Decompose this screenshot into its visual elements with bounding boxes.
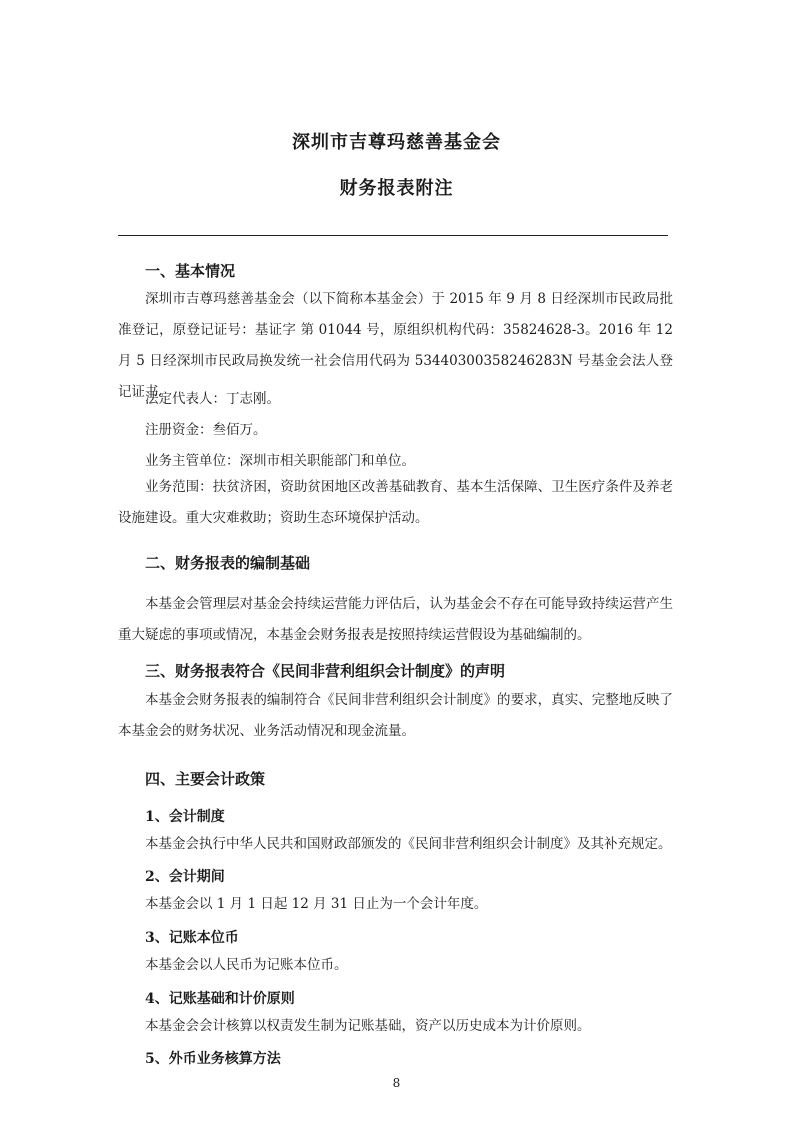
- section-3-heading: 三、财务报表符合《民间非营利组织会计制度》的声明: [145, 662, 506, 680]
- policy-1-body: 本基金会执行中华人民共和国财政部颁发的《民间非营利组织会计制度》及其补充规定。: [145, 836, 672, 852]
- section-4-heading: 四、主要会计政策: [145, 770, 266, 788]
- page-number: 8: [392, 1076, 401, 1090]
- legal-representative: 法定代表人：丁志刚。: [145, 391, 280, 407]
- supervising-unit: 业务主管单位：深圳市相关职能部门和单位。: [145, 453, 415, 469]
- section-2-body: 本基金会管理层对基金会持续运营能力评估后，认为基金会不存在可能导致持续运营产生重大疑虑的事项或情况，本基金会财务报表是按照持续运营假设为基础编制的。: [118, 596, 673, 643]
- policy-3-body: 本基金会以人民币为记账本位币。: [145, 957, 348, 973]
- document-title: 深圳市吉尊玛慈善基金会: [292, 132, 501, 153]
- section-1-intro: 深圳市吉尊玛慈善基金会（以下简称本基金会）于 2015 年 9 月 8 日经深圳市民政局批准登记，原登记证号：基证字 第 01044 号，原组织机构代码：35824628-3。2016 年 12 月 5 日经深圳市民政局换发统一社会信用代码为 53440300358246283N 号基金会法人登记证书。: [118, 291, 673, 400]
- section-2-heading: 二、财务报表的编制基础: [145, 554, 311, 572]
- registered-capital: 注册资金：叁佰万。: [145, 422, 267, 438]
- document-subtitle: 财务报表附注: [339, 178, 454, 199]
- section-3-body: 本基金会财务报表的编制符合《民间非营利组织会计制度》的要求，真实、完整地反映了本基金会的财务状况、业务活动情况和现金流量。: [118, 692, 673, 739]
- policy-5-heading: 5、外币业务核算方法: [145, 1051, 281, 1067]
- policy-3-heading: 3、记账本位币: [145, 930, 239, 946]
- section-1-heading: 一、基本情况: [145, 262, 236, 280]
- policy-4-body: 本基金会会计核算以权责发生制为记账基础，资产以历史成本为计价原则。: [145, 1018, 591, 1034]
- policy-2-heading: 2、会计期间: [145, 869, 225, 885]
- header-divider: [118, 235, 668, 236]
- business-scope: 业务范围：扶贫济困，资助贫困地区改善基础教育、基本生活保障、卫生医疗条件及养老设施建设。重大灾难救助；资助生态环境保护活动。: [118, 479, 673, 526]
- policy-4-heading: 4、记账基础和计价原则: [145, 991, 295, 1007]
- policy-2-body: 本基金会以 1 月 1 日起 12 月 31 日止为一个会计年度。: [145, 896, 488, 912]
- policy-1-heading: 1、会计制度: [145, 809, 225, 825]
